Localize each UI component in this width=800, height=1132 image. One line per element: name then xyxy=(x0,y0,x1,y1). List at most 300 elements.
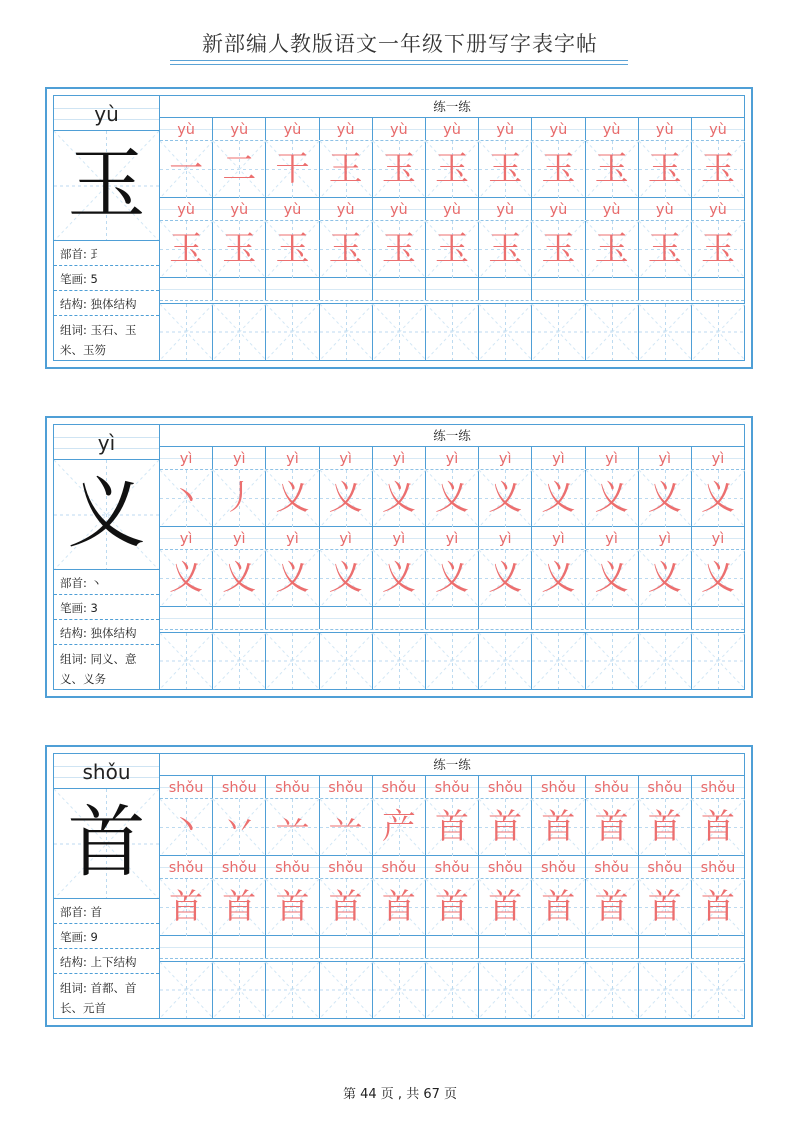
pinyin-cell: yù xyxy=(586,118,639,140)
trace-character: 首 xyxy=(647,887,682,927)
tian-grid-guide xyxy=(426,304,479,360)
trace-character: 玉 xyxy=(381,229,416,269)
blank-pinyin-cell[interactable] xyxy=(532,278,585,300)
trace-character: 义 xyxy=(328,558,363,598)
stroke-order-cell xyxy=(160,470,213,526)
trace-cell xyxy=(426,221,479,277)
trace-cell xyxy=(426,550,479,606)
pinyin-cell: yì xyxy=(373,447,426,469)
tian-grid-guide xyxy=(266,633,319,689)
tian-grid-guide xyxy=(426,633,479,689)
stroke-order-cell xyxy=(532,470,585,526)
blank-writing-cell[interactable] xyxy=(532,304,585,360)
stroke-order-cell xyxy=(532,799,585,855)
stroke-step: 干 xyxy=(275,149,310,189)
trace-character: 首 xyxy=(275,887,310,927)
tian-grid-guide xyxy=(692,962,745,1018)
pinyin-cell: yì xyxy=(532,527,585,549)
blank-pinyin-cell[interactable] xyxy=(160,936,213,958)
stroke-order-cell xyxy=(266,470,319,526)
trace-cell xyxy=(586,879,639,935)
character-card xyxy=(45,416,753,698)
stroke-order-cell xyxy=(320,141,373,197)
blank-pinyin-cell[interactable] xyxy=(266,278,319,300)
trace-row xyxy=(160,879,744,936)
pinyin-cell: yì xyxy=(160,527,213,549)
pinyin-cell: yù xyxy=(426,118,479,140)
blank-pinyin-cell[interactable] xyxy=(266,607,319,629)
stroke-order-cell xyxy=(692,799,744,855)
card-frame xyxy=(53,95,745,361)
pinyin-cell: yì xyxy=(426,527,479,549)
tian-grid-guide xyxy=(213,633,266,689)
blank-writing-cell[interactable] xyxy=(213,304,266,360)
trace-cell xyxy=(639,550,692,606)
blank-pinyin-cell[interactable] xyxy=(213,278,266,300)
trace-cell xyxy=(373,879,426,935)
pinyin-row xyxy=(160,118,744,141)
model-character: 首 xyxy=(67,798,146,888)
trace-cell xyxy=(692,879,744,935)
blank-writing-cell[interactable] xyxy=(586,962,639,1018)
blank-writing-cell[interactable] xyxy=(639,633,692,689)
blank-pinyin-cell[interactable] xyxy=(479,278,532,300)
stroke-step: 䒑 xyxy=(328,807,363,847)
blank-pinyin-cell[interactable] xyxy=(160,278,213,300)
tian-grid-guide xyxy=(586,633,639,689)
blank-writing-cell[interactable] xyxy=(320,304,373,360)
pinyin-cell: yì xyxy=(479,527,532,549)
pinyin-cell: yì xyxy=(373,527,426,549)
tian-grid-guide xyxy=(320,633,373,689)
stroke-order-cell xyxy=(373,141,426,197)
trace-character: 义 xyxy=(169,558,204,598)
pinyin-cell: yù xyxy=(373,118,426,140)
stroke-order-cell xyxy=(586,799,639,855)
stroke-step: 义 xyxy=(647,478,682,518)
practice-area xyxy=(160,754,744,1018)
blank-writing-cell[interactable] xyxy=(532,962,585,1018)
stroke-step: 首 xyxy=(700,807,735,847)
blank-writing-cell[interactable] xyxy=(266,962,319,1018)
trace-character: 玉 xyxy=(222,229,257,269)
trace-character: 首 xyxy=(594,887,629,927)
blank-writing-cell[interactable] xyxy=(692,633,744,689)
tian-grid-guide xyxy=(692,633,745,689)
tian-grid-guide xyxy=(586,962,639,1018)
pinyin-cell: yù xyxy=(692,198,744,220)
pinyin-cell: shǒu xyxy=(373,856,426,878)
pinyin-cell: yù xyxy=(266,198,319,220)
blank-writing-cell[interactable] xyxy=(160,962,213,1018)
model-character: 玉 xyxy=(67,140,146,230)
stroke-count-info: 笔画: 3 xyxy=(54,596,159,620)
trace-cell xyxy=(320,550,373,606)
stroke-order-cell xyxy=(266,799,319,855)
pinyin-cell: shǒu xyxy=(160,856,213,878)
stroke-step: 玉 xyxy=(594,149,629,189)
blank-pinyin-row xyxy=(160,278,744,301)
trace-cell xyxy=(160,550,213,606)
trace-cell xyxy=(479,221,532,277)
blank-writing-cell[interactable] xyxy=(532,633,585,689)
blank-pinyin-cell[interactable] xyxy=(320,607,373,629)
trace-cell xyxy=(320,879,373,935)
tian-grid-guide xyxy=(320,962,373,1018)
tian-grid-guide xyxy=(320,304,373,360)
pinyin-cell: shǒu xyxy=(639,856,692,878)
blank-writing-cell[interactable] xyxy=(373,304,426,360)
tian-grid-guide xyxy=(373,304,426,360)
trace-cell xyxy=(213,221,266,277)
pinyin-cell: yì xyxy=(692,527,744,549)
blank-pinyin-cell[interactable] xyxy=(213,607,266,629)
pinyin-cell: yì xyxy=(479,447,532,469)
stroke-step: 义 xyxy=(594,478,629,518)
stroke-step: 义 xyxy=(435,478,470,518)
tian-grid-guide xyxy=(426,962,479,1018)
blank-writing-cell[interactable] xyxy=(266,304,319,360)
character-pinyin: shǒu xyxy=(54,754,159,789)
tian-grid-guide xyxy=(266,304,319,360)
pinyin-cell: shǒu xyxy=(532,776,585,798)
blank-writing-cell[interactable] xyxy=(586,633,639,689)
word-examples-line-2: 义、义务 xyxy=(60,672,106,686)
blank-pinyin-cell[interactable] xyxy=(692,607,744,629)
pinyin-cell: shǒu xyxy=(426,856,479,878)
page-title: 新部编人教版语文一年级下册写字表字帖 xyxy=(202,32,598,56)
tian-grid-guide xyxy=(532,962,585,1018)
radical-info: 部首: 首 xyxy=(54,900,159,924)
trace-character: 义 xyxy=(700,558,735,598)
stroke-step: 丷 xyxy=(222,807,257,847)
trace-cell xyxy=(532,550,585,606)
blank-writing-cell[interactable] xyxy=(213,962,266,1018)
word-examples xyxy=(54,975,159,1018)
stroke-order-cell xyxy=(213,470,266,526)
stroke-step: 一 xyxy=(169,149,204,189)
pinyin-cell: shǒu xyxy=(266,776,319,798)
blank-pinyin-cell[interactable] xyxy=(532,607,585,629)
blank-pinyin-cell[interactable] xyxy=(692,936,744,958)
stroke-step: 丶 xyxy=(169,807,204,847)
blank-writing-cell[interactable] xyxy=(479,304,532,360)
tian-grid-guide xyxy=(639,304,692,360)
pinyin-cell: yù xyxy=(213,118,266,140)
pinyin-cell: shǒu xyxy=(266,856,319,878)
trace-cell xyxy=(586,550,639,606)
stroke-step: 义 xyxy=(381,478,416,518)
character-info-column xyxy=(54,754,160,1018)
trace-cell xyxy=(266,221,319,277)
pinyin-cell: yì xyxy=(586,527,639,549)
tian-grid-guide xyxy=(266,962,319,1018)
stroke-step: 首 xyxy=(435,807,470,847)
practice-area xyxy=(160,96,744,360)
tian-grid-guide xyxy=(639,633,692,689)
radical-info: 部首: 丶 xyxy=(54,571,159,595)
blank-writing-cell[interactable] xyxy=(586,304,639,360)
stroke-step: 丶 xyxy=(169,478,204,518)
trace-cell xyxy=(586,221,639,277)
blank-pinyin-cell[interactable] xyxy=(266,936,319,958)
stroke-order-cell xyxy=(160,141,213,197)
stroke-step: 义 xyxy=(488,478,523,518)
tian-grid-guide xyxy=(373,962,426,1018)
stroke-step: 玉 xyxy=(381,149,416,189)
tian-grid-guide xyxy=(532,633,585,689)
model-character-box xyxy=(54,789,159,899)
tian-grid-guide xyxy=(586,304,639,360)
blank-pinyin-cell[interactable] xyxy=(373,936,426,958)
blank-pinyin-cell[interactable] xyxy=(639,278,692,300)
tian-grid-guide xyxy=(213,304,266,360)
radical-info: 部首: ⺩ xyxy=(54,242,159,266)
pinyin-cell: yù xyxy=(320,198,373,220)
trace-character: 玉 xyxy=(647,229,682,269)
stroke-step: 首 xyxy=(541,807,576,847)
tian-grid-guide xyxy=(160,633,213,689)
stroke-order-cell xyxy=(320,470,373,526)
blank-pinyin-row xyxy=(160,936,744,959)
trace-character: 玉 xyxy=(541,229,576,269)
pinyin-cell: yù xyxy=(639,118,692,140)
stroke-order-cell xyxy=(586,470,639,526)
blank-pinyin-cell[interactable] xyxy=(213,936,266,958)
pinyin-cell: yì xyxy=(266,527,319,549)
practice-header: 练一练 xyxy=(160,754,744,776)
trace-character: 义 xyxy=(541,558,576,598)
blank-pinyin-cell[interactable] xyxy=(586,278,639,300)
stroke-order-row xyxy=(160,470,744,527)
tian-grid-guide xyxy=(639,962,692,1018)
word-examples-line-1: 组词: 玉石、玉 xyxy=(60,323,137,337)
blank-pinyin-cell[interactable] xyxy=(320,936,373,958)
blank-writing-cell[interactable] xyxy=(160,633,213,689)
stroke-step: 丿 xyxy=(222,478,257,518)
structure-info: 结构: 上下结构 xyxy=(54,950,159,974)
pinyin-cell: shǒu xyxy=(213,856,266,878)
blank-writing-cell[interactable] xyxy=(213,633,266,689)
trace-character: 义 xyxy=(275,558,310,598)
trace-cell xyxy=(373,221,426,277)
tian-grid-guide xyxy=(692,304,745,360)
pinyin-cell: shǒu xyxy=(692,776,744,798)
pinyin-cell: yù xyxy=(320,118,373,140)
pinyin-cell: shǒu xyxy=(320,776,373,798)
stroke-step: 玉 xyxy=(435,149,470,189)
pinyin-cell: shǒu xyxy=(639,776,692,798)
blank-writing-cell[interactable] xyxy=(266,633,319,689)
stroke-step: 首 xyxy=(594,807,629,847)
trace-character: 义 xyxy=(594,558,629,598)
trace-cell xyxy=(532,221,585,277)
trace-row xyxy=(160,550,744,607)
practice-header: 练一练 xyxy=(160,425,744,447)
stroke-step: 义 xyxy=(328,478,363,518)
blank-writing-cell[interactable] xyxy=(639,962,692,1018)
trace-character: 义 xyxy=(647,558,682,598)
pinyin-cell: yì xyxy=(160,447,213,469)
trace-character: 玉 xyxy=(435,229,470,269)
pinyin-row xyxy=(160,198,744,221)
stroke-order-cell xyxy=(692,141,744,197)
pinyin-cell: shǒu xyxy=(160,776,213,798)
tian-grid-guide xyxy=(160,962,213,1018)
blank-writing-cell[interactable] xyxy=(373,633,426,689)
blank-pinyin-cell[interactable] xyxy=(426,278,479,300)
blank-writing-cell[interactable] xyxy=(639,304,692,360)
blank-pinyin-cell[interactable] xyxy=(426,936,479,958)
card-frame xyxy=(53,753,745,1019)
stroke-order-cell xyxy=(479,141,532,197)
stroke-step: 义 xyxy=(275,478,310,518)
blank-pinyin-cell[interactable] xyxy=(532,936,585,958)
tian-grid-guide xyxy=(373,633,426,689)
blank-writing-row xyxy=(160,303,744,360)
trace-character: 玉 xyxy=(594,229,629,269)
blank-writing-cell[interactable] xyxy=(160,304,213,360)
blank-pinyin-cell[interactable] xyxy=(479,607,532,629)
card-frame xyxy=(53,424,745,690)
character-pinyin: yù xyxy=(54,96,159,131)
pinyin-cell: yì xyxy=(639,447,692,469)
blank-writing-cell[interactable] xyxy=(692,962,744,1018)
structure-info: 结构: 独体结构 xyxy=(54,621,159,645)
blank-pinyin-row xyxy=(160,607,744,630)
blank-writing-cell[interactable] xyxy=(426,633,479,689)
trace-cell xyxy=(639,221,692,277)
stroke-step: 首 xyxy=(488,807,523,847)
structure-info: 结构: 独体结构 xyxy=(54,292,159,316)
blank-writing-cell[interactable] xyxy=(692,304,744,360)
trace-character: 首 xyxy=(169,887,204,927)
blank-writing-cell[interactable] xyxy=(373,962,426,1018)
pinyin-cell: shǒu xyxy=(586,776,639,798)
trace-cell xyxy=(213,879,266,935)
blank-writing-row xyxy=(160,632,744,689)
pinyin-cell: yì xyxy=(213,527,266,549)
trace-character: 玉 xyxy=(328,229,363,269)
stroke-step: 义 xyxy=(541,478,576,518)
stroke-step: 玉 xyxy=(488,149,523,189)
blank-pinyin-cell[interactable] xyxy=(160,607,213,629)
trace-cell xyxy=(160,221,213,277)
pinyin-cell: shǒu xyxy=(479,776,532,798)
blank-writing-cell[interactable] xyxy=(320,962,373,1018)
blank-writing-row xyxy=(160,961,744,1018)
stroke-order-row xyxy=(160,141,744,198)
trace-character: 玉 xyxy=(700,229,735,269)
stroke-order-cell xyxy=(532,141,585,197)
blank-pinyin-cell[interactable] xyxy=(586,936,639,958)
character-card xyxy=(45,745,753,1027)
model-character: 义 xyxy=(67,469,146,559)
blank-writing-cell[interactable] xyxy=(426,304,479,360)
blank-writing-cell[interactable] xyxy=(426,962,479,1018)
trace-character: 义 xyxy=(381,558,416,598)
pinyin-cell: yì xyxy=(320,527,373,549)
model-character-box xyxy=(54,460,159,570)
stroke-order-cell xyxy=(479,470,532,526)
trace-cell xyxy=(213,550,266,606)
stroke-order-cell xyxy=(266,141,319,197)
blank-pinyin-cell[interactable] xyxy=(479,936,532,958)
blank-pinyin-cell[interactable] xyxy=(373,607,426,629)
blank-pinyin-cell[interactable] xyxy=(692,278,744,300)
blank-writing-cell[interactable] xyxy=(479,633,532,689)
title-underline-2 xyxy=(170,64,628,65)
pinyin-row xyxy=(160,776,744,799)
tian-grid-guide xyxy=(213,962,266,1018)
stroke-step: 玉 xyxy=(700,149,735,189)
stroke-order-cell xyxy=(639,141,692,197)
tian-grid-guide xyxy=(479,304,532,360)
trace-cell xyxy=(160,879,213,935)
pinyin-cell: yù xyxy=(160,198,213,220)
trace-cell xyxy=(639,879,692,935)
blank-pinyin-cell[interactable] xyxy=(320,278,373,300)
trace-row xyxy=(160,221,744,278)
trace-cell xyxy=(266,879,319,935)
character-info-column xyxy=(54,96,160,360)
pinyin-cell: yì xyxy=(266,447,319,469)
blank-pinyin-cell[interactable] xyxy=(373,278,426,300)
stroke-order-cell xyxy=(479,799,532,855)
trace-cell xyxy=(692,221,744,277)
trace-character: 首 xyxy=(222,887,257,927)
stroke-order-cell xyxy=(373,799,426,855)
pinyin-cell: yù xyxy=(373,198,426,220)
pinyin-cell: yì xyxy=(586,447,639,469)
trace-character: 首 xyxy=(381,887,416,927)
character-card xyxy=(45,87,753,369)
trace-cell xyxy=(266,550,319,606)
word-examples-line-1: 组词: 同义、意 xyxy=(60,652,137,666)
pinyin-cell: shǒu xyxy=(213,776,266,798)
blank-pinyin-cell[interactable] xyxy=(639,936,692,958)
word-examples-line-1: 组词: 首都、首 xyxy=(60,981,137,995)
stroke-step: 王 xyxy=(328,149,363,189)
pinyin-cell: yù xyxy=(266,118,319,140)
pinyin-cell: yì xyxy=(213,447,266,469)
blank-writing-cell[interactable] xyxy=(320,633,373,689)
practice-header: 练一练 xyxy=(160,96,744,118)
pinyin-cell: yù xyxy=(586,198,639,220)
trace-character: 玉 xyxy=(488,229,523,269)
stroke-order-cell xyxy=(213,141,266,197)
trace-character: 首 xyxy=(700,887,735,927)
trace-character: 义 xyxy=(488,558,523,598)
blank-pinyin-cell[interactable] xyxy=(426,607,479,629)
pinyin-cell: shǒu xyxy=(586,856,639,878)
blank-writing-cell[interactable] xyxy=(479,962,532,1018)
blank-pinyin-cell[interactable] xyxy=(586,607,639,629)
pinyin-cell: shǒu xyxy=(320,856,373,878)
trace-cell xyxy=(532,879,585,935)
trace-cell xyxy=(373,550,426,606)
pinyin-row xyxy=(160,447,744,470)
stroke-order-cell xyxy=(320,799,373,855)
pinyin-cell: yù xyxy=(532,198,585,220)
blank-pinyin-cell[interactable] xyxy=(639,607,692,629)
pinyin-cell: yì xyxy=(532,447,585,469)
pinyin-cell: yì xyxy=(692,447,744,469)
tian-grid-guide xyxy=(479,633,532,689)
pinyin-cell: yù xyxy=(426,198,479,220)
practice-area xyxy=(160,425,744,689)
trace-character: 义 xyxy=(222,558,257,598)
